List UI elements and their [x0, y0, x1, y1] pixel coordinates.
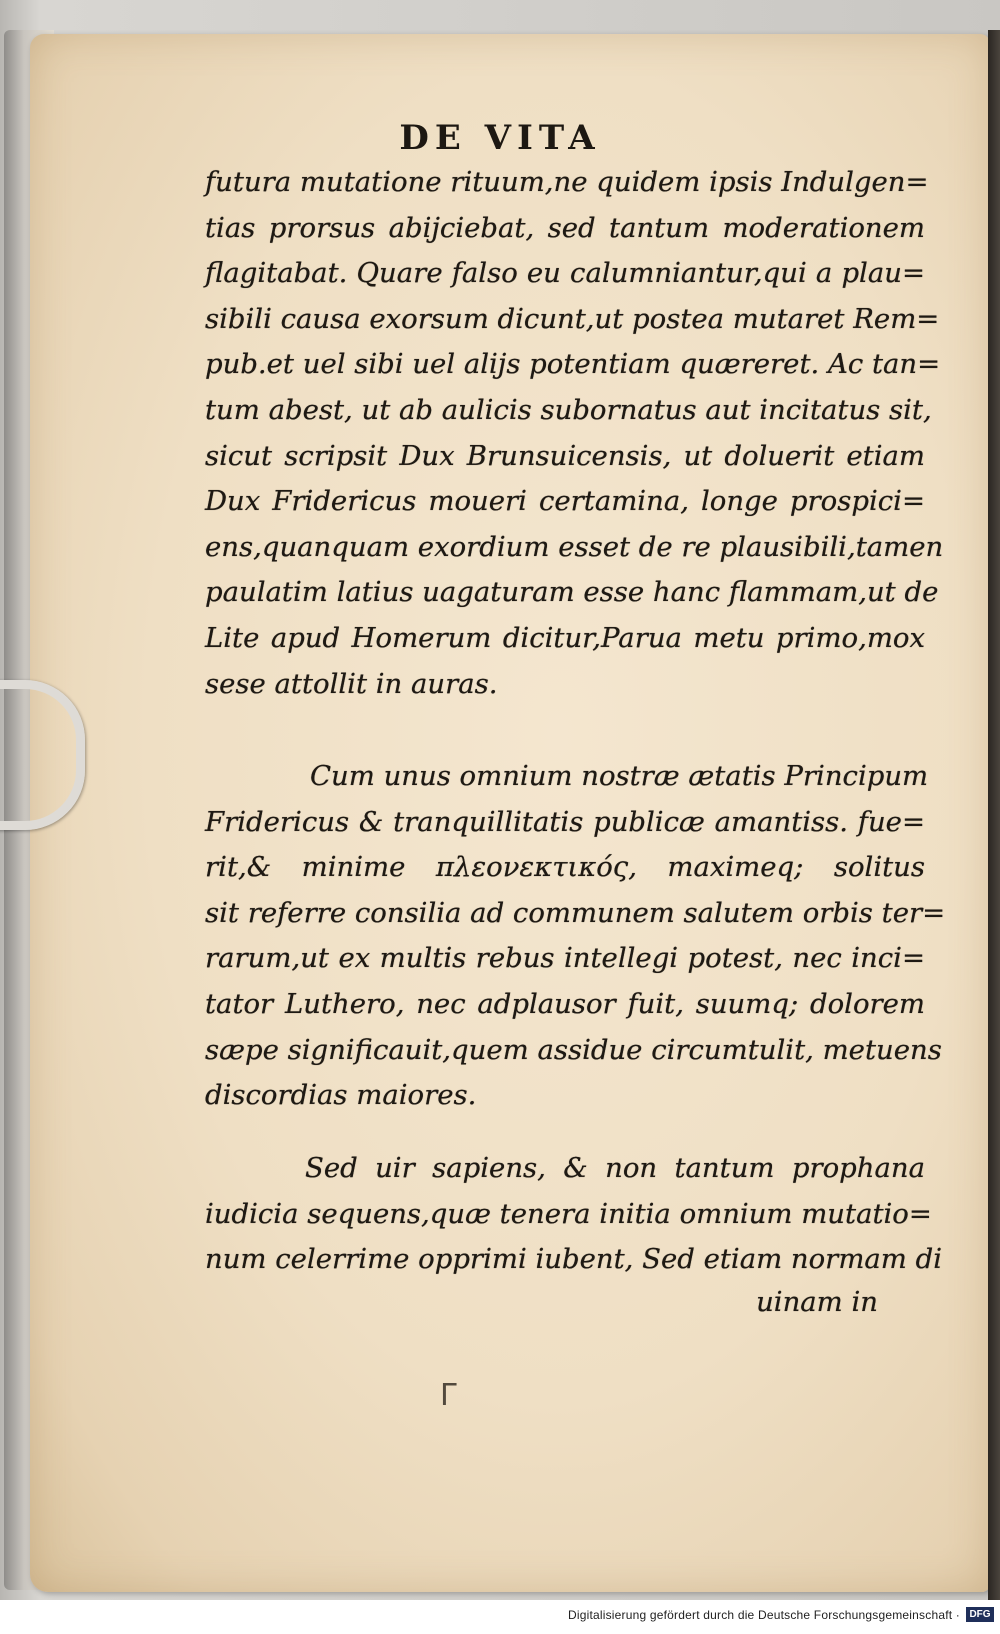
- text-line: paulatim latius uagaturam esse hanc flammam,ut de: [205, 576, 939, 609]
- funding-credit: Digitalisierung gefördert durch die Deutsche Forschungsgemeinschaft ·: [568, 1608, 960, 1622]
- text-line: rarum,ut ex multis rebus intellegi potest, nec inci=: [205, 942, 925, 975]
- text-line: Fridericus & tranquillitatis publicæ amantiss. fue=: [205, 805, 925, 838]
- text-line: ens,quanquam exordium esset de re plausibili,tamen: [205, 530, 944, 563]
- text-line: iudicia sequens,quæ tenera initia omnium mutatio=: [205, 1197, 932, 1230]
- text-line: tator Luthero, nec adplausor fuit, suumq; dolorem: [205, 987, 925, 1020]
- ink-mark: ᒥ: [440, 1378, 457, 1413]
- paragraph-3: [205, 1146, 943, 1283]
- text-line: sibili causa exorsum dicunt,ut postea mutaret Rem=: [205, 302, 940, 335]
- text-line: sicut scripsit Dux Brunsuicensis, ut doluerit etiam: [205, 439, 925, 472]
- text-line: num celerrime opprimi iubent, Sed etiam normam di: [205, 1243, 943, 1276]
- text-line: flagitabat. Quare falso eu calumniantur,qui a plau=: [205, 257, 925, 290]
- text-line: discordias maiores.: [205, 1079, 477, 1112]
- text-line: Lite apud Homerum dicitur,Parua metu primo,mox: [205, 621, 925, 654]
- catchword: uinam in: [756, 1286, 878, 1318]
- text-line: Cum unus omnium nostræ ætatis Principum: [310, 760, 929, 792]
- text-line: sæpe significauit,quem assidue circumtulit, metuens: [205, 1033, 942, 1066]
- text-line: Dux Fridericus moueri certamina, longe prospici=: [205, 485, 925, 518]
- paragraph-1: [205, 160, 944, 707]
- paragraph-2: [205, 754, 946, 1119]
- binding-edge: [988, 30, 1000, 1600]
- dfg-logo-icon: DFG: [966, 1607, 994, 1622]
- text-line: sit referre consilia ad communem salutem orbis ter=: [205, 896, 946, 929]
- text-line: pub.et uel sibi uel alijs potentiam quæreret. Ac tan=: [205, 348, 941, 381]
- text-line: tias prorsus abijciebat, sed tantum moderationem: [205, 211, 925, 244]
- text-line: futura mutatione rituum,ne quidem ipsis Indulgen=: [205, 166, 929, 198]
- footer-bar: [0, 1600, 1000, 1634]
- text-line: Sed uir sapiens, & non tantum prophana: [305, 1152, 925, 1184]
- text-line: tum abest, ut ab aulicis subornatus aut incitatus sit,: [205, 393, 932, 426]
- text-line: sese attollit in auras.: [205, 667, 498, 700]
- running-head: DE VITA: [399, 118, 601, 158]
- text-line: rit,& minime πλεονεκτικός, maximeq; solitus: [205, 851, 925, 884]
